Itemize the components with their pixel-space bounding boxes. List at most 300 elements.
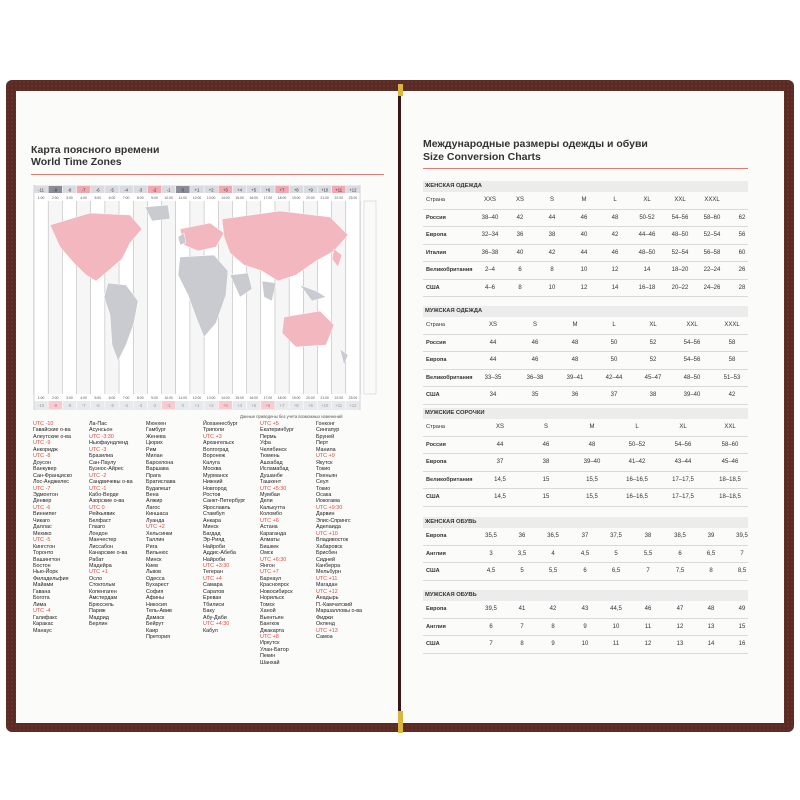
- city-name: Гавайские о-ва: [33, 427, 71, 434]
- size-value-cell: 42: [549, 606, 557, 612]
- size-value-cell: 37,5: [610, 533, 622, 539]
- city-name: Волгоград: [203, 446, 229, 453]
- size-value-cell: 24–26: [703, 284, 721, 291]
- city-name: София: [146, 588, 164, 595]
- size-value-cell: 56: [738, 232, 746, 238]
- size-value-cell: 14: [707, 641, 715, 647]
- city-name: Анадырь: [316, 595, 339, 602]
- utc-offset-label: UTC -5: [33, 537, 51, 544]
- city-name: Львов: [146, 569, 162, 576]
- size-value-cell: 14,5: [494, 494, 506, 500]
- size-value-cell: 62: [738, 214, 746, 221]
- size-value-cell: 6,5: [611, 568, 621, 574]
- city-column-6: [316, 421, 376, 640]
- size-value-cell: 2–4: [484, 267, 495, 273]
- city-name: Барнаул: [260, 575, 282, 582]
- zone-offset-cell: [190, 401, 204, 409]
- zone-offset-cell: [304, 401, 318, 409]
- size-table-row: [423, 528, 748, 546]
- zone-time-label: 6:00: [108, 196, 116, 200]
- size-value-cell: 42: [548, 249, 556, 256]
- size-value-cell: 38,5: [674, 533, 686, 539]
- zone-offset-label: -7: [81, 187, 86, 193]
- city-name: Асунсьон: [89, 427, 113, 434]
- zone-time-label: 14:00: [221, 396, 230, 400]
- size-value-cell: 46: [531, 339, 539, 346]
- size-value-cell: 58–60: [703, 214, 721, 221]
- city-name: Сан-Паулу: [89, 459, 116, 466]
- city-name: Найроби: [203, 556, 225, 563]
- zone-offset-label: -2: [152, 187, 157, 193]
- city-name: Аделаида: [316, 524, 341, 531]
- zone-time-label: 7:00: [122, 396, 130, 400]
- zone-stripe: [147, 201, 161, 394]
- zone-time-label: 23:00: [348, 196, 358, 200]
- size-value-cell: 33–35: [484, 374, 502, 381]
- size-value-cell: 8: [709, 568, 713, 574]
- zone-time-label: 20:00: [306, 396, 315, 400]
- size-value-cell: 42–44: [605, 374, 623, 381]
- size-header-cell: XXL: [686, 322, 698, 328]
- city-name: Аддис-Абеба: [203, 550, 236, 557]
- size-table-row: [423, 387, 748, 405]
- zone-offset-label: +2: [208, 187, 214, 193]
- right-title-en: Size Conversion Charts: [423, 151, 541, 163]
- size-value-cell: 37: [581, 533, 589, 539]
- city-name: Амстердам: [89, 595, 118, 602]
- size-value-cell: 49: [738, 606, 746, 612]
- city-name: Хабаровск: [316, 543, 343, 550]
- zone-offset-cell: [162, 401, 176, 409]
- size-value-cell: 54–56: [683, 357, 701, 363]
- zone-offset-label: -6: [95, 187, 100, 193]
- city-name: Осака: [316, 491, 332, 498]
- size-table: [423, 306, 748, 405]
- country-label: Великобритания: [426, 476, 473, 483]
- city-name: Сан-Франциско: [33, 472, 73, 479]
- city-name: Алматы: [260, 537, 280, 544]
- size-value-cell: 46: [542, 441, 550, 448]
- size-value-cell: 39,5: [736, 533, 748, 539]
- city-name: Ярославль: [203, 504, 231, 511]
- size-value-cell: 16–18: [638, 284, 656, 291]
- size-value-cell: 42: [516, 214, 524, 221]
- city-name: Сеул: [316, 479, 329, 486]
- zone-offset-cell: [148, 401, 162, 409]
- size-value-cell: 38: [548, 232, 556, 238]
- city-name: Богота: [33, 595, 50, 602]
- size-value-cell: 36–38: [526, 374, 544, 381]
- size-value-cell: 15: [542, 494, 550, 500]
- utc-offset-label: UTC -8: [33, 453, 51, 460]
- size-table: [423, 517, 748, 581]
- city-name: Иркутск: [260, 640, 280, 647]
- city-name: Афины: [146, 595, 164, 602]
- size-table-title: ЖЕНСКАЯ ОДЕЖДА: [423, 181, 748, 192]
- city-name: Ханой: [260, 608, 276, 615]
- size-table: [423, 181, 748, 297]
- size-value-cell: 42: [728, 392, 736, 398]
- city-name: Мадрид: [89, 614, 109, 621]
- zone-time-label: 18:00: [277, 396, 287, 400]
- city-name: Пекин: [260, 653, 276, 660]
- city-name: Санкт-Петербург: [203, 498, 246, 505]
- column-header-country: Страна: [426, 197, 446, 203]
- size-value-cell: 6: [518, 267, 522, 273]
- city-name: Женева: [146, 433, 166, 440]
- size-header-cell: XS: [488, 322, 497, 328]
- zone-time-label: 5:00: [94, 196, 102, 200]
- zone-time-label: 21:00: [320, 196, 329, 200]
- size-value-cell: 14: [643, 267, 651, 273]
- size-table-row: [423, 370, 748, 388]
- city-name: Анкоридж: [33, 446, 58, 453]
- size-header-cell: XXL: [724, 424, 736, 430]
- size-table: [423, 590, 748, 654]
- city-name: Мумбаи: [260, 491, 280, 498]
- city-name: Копенгаген: [89, 588, 117, 595]
- zone-offset-label: -3: [138, 187, 143, 193]
- country-label: Великобритания: [426, 374, 473, 381]
- size-table-title: МУЖСКАЯ ОДЕЖДА: [423, 306, 748, 317]
- size-value-cell: 20–22: [671, 284, 689, 291]
- size-header-cell: L: [613, 197, 617, 203]
- size-value-cell: 8: [550, 267, 554, 273]
- city-name: Кабул: [203, 627, 218, 634]
- utc-offset-label: UTC -1: [89, 485, 107, 492]
- size-value-cell: 52–54: [703, 232, 721, 238]
- city-name: Тегеран: [203, 569, 223, 576]
- zone-offset-cell: [119, 401, 133, 409]
- zone-offset-label: +3: [222, 187, 228, 193]
- size-value-cell: 37: [610, 392, 618, 398]
- city-name: Хельсинки: [146, 530, 173, 537]
- city-name: Рабат: [89, 556, 104, 563]
- country-label: США: [426, 568, 440, 574]
- size-value-cell: 56–58: [703, 249, 721, 256]
- size-value-cell: 8: [518, 284, 522, 291]
- size-table-row: [423, 489, 748, 507]
- size-value-cell: 54–56: [674, 441, 692, 448]
- city-name: Маршалловы о-ва: [316, 608, 363, 615]
- country-label: Великобритания: [426, 267, 473, 273]
- size-header-cell: XXS: [483, 197, 496, 203]
- city-name: Алеутские о-ва: [33, 433, 71, 440]
- city-name: Ла-Пас: [89, 421, 107, 427]
- size-value-cell: 28: [738, 284, 746, 291]
- zone-time-label: 2:00: [51, 396, 59, 400]
- city-name: Каракас: [33, 621, 54, 628]
- zone-time-label: 13:00: [206, 396, 216, 400]
- city-name: Сидней: [316, 556, 336, 563]
- city-name: Стамбул: [203, 511, 225, 518]
- right-title-ru: Международные размеры одежды и обуви: [423, 138, 648, 150]
- size-table-row: [423, 546, 748, 564]
- city-name: Братислава: [146, 479, 176, 486]
- zone-offset-label: -9: [53, 187, 58, 193]
- city-name: Ашхабад: [260, 459, 283, 466]
- city-name: Шанхай: [260, 659, 280, 666]
- world-time-zone-map: [30, 185, 386, 410]
- size-value-cell: 10: [548, 284, 556, 291]
- city-name: Тюмень: [260, 453, 280, 460]
- utc-offset-label: UTC +4: [203, 575, 222, 582]
- zone-offset-cell: [134, 401, 148, 409]
- city-name: П.-Камчатский: [316, 601, 353, 608]
- utc-offset-label: UTC -9: [33, 440, 51, 447]
- utc-offset-label: UTC -7: [33, 485, 51, 492]
- size-value-cell: 50-52: [639, 214, 655, 221]
- zone-time-label: 8:00: [136, 196, 144, 200]
- size-header-cell: L: [635, 424, 639, 430]
- size-value-cell: 7: [520, 623, 524, 630]
- city-name: Осло: [89, 575, 103, 582]
- size-value-cell: 10: [581, 641, 589, 647]
- zone-offset-label: 0: [181, 187, 184, 193]
- size-value-cell: 46: [531, 357, 539, 363]
- utc-offset-label: UTC -2: [89, 472, 107, 479]
- size-value-cell: 14: [611, 284, 619, 291]
- size-header-cell: S: [532, 322, 537, 328]
- city-name: Триполи: [203, 427, 224, 434]
- city-name: Лондон: [89, 530, 108, 537]
- size-value-cell: 13: [676, 641, 684, 647]
- size-table-row: [423, 454, 748, 472]
- size-value-cell: 41: [518, 606, 526, 612]
- city-name: Сингапур: [316, 427, 340, 434]
- utc-offset-label: UTC -10: [33, 421, 54, 427]
- size-value-cell: 58: [728, 339, 736, 346]
- utc-offset-label: UTC +9:30: [316, 504, 343, 511]
- utc-offset-label: UTC +2: [146, 524, 165, 531]
- city-name: Норильск: [260, 595, 284, 602]
- zone-time-label: 6:00: [108, 396, 116, 400]
- size-value-cell: 16–16,5: [626, 494, 648, 500]
- size-value-cell: 51–53: [723, 374, 741, 381]
- size-value-cell: 12: [644, 641, 652, 647]
- zone-time-label: 11:00: [178, 396, 187, 400]
- city-name: Москва: [203, 466, 222, 473]
- size-value-cell: 44,5: [610, 606, 622, 612]
- size-header-cell: XL: [649, 322, 657, 328]
- city-name: Токио: [316, 485, 331, 492]
- size-value-cell: 18–18,5: [719, 494, 741, 500]
- size-value-cell: 43: [581, 606, 589, 612]
- city-name: Кабо-Верде: [89, 491, 119, 498]
- city-name: Берлин: [89, 621, 108, 628]
- utc-offset-label: UTC +7: [260, 569, 279, 576]
- size-value-cell: 6,5: [706, 550, 716, 557]
- size-value-cell: 46: [611, 249, 619, 256]
- size-value-cell: 17–17,5: [672, 494, 694, 500]
- size-value-cell: 35,5: [485, 533, 497, 539]
- city-name: Окленд: [316, 621, 335, 628]
- size-value-cell: 18–18,5: [719, 476, 741, 483]
- size-table-row: [423, 352, 748, 370]
- zone-time-label: 22:00: [334, 196, 343, 200]
- zone-offset-cell: [275, 401, 289, 409]
- city-name: Бостон: [33, 562, 51, 569]
- country-label: Италия: [426, 249, 447, 256]
- size-value-cell: 9: [551, 641, 555, 647]
- size-value-cell: 45–47: [644, 374, 662, 381]
- city-name: Канберра: [316, 562, 341, 569]
- city-name: Цюрих: [146, 440, 163, 447]
- city-name: Бруней: [316, 433, 335, 440]
- size-value-cell: 58–60: [721, 441, 739, 448]
- size-value-cell: 15,5: [586, 494, 598, 500]
- zone-time-label: 14:00: [221, 196, 230, 200]
- size-header-cell: S: [549, 197, 554, 203]
- city-name: Бангкок: [260, 621, 280, 628]
- city-name: Минск: [203, 524, 219, 531]
- size-header-cell: XXXL: [724, 322, 740, 328]
- size-header-cell: M: [572, 322, 578, 328]
- zone-offset-label: +12: [349, 187, 357, 193]
- city-name: Гавана: [33, 588, 51, 595]
- city-name: Денвер: [33, 498, 52, 505]
- zone-time-label: 3:00: [66, 396, 73, 400]
- size-value-cell: 42: [611, 232, 619, 238]
- size-value-cell: 60: [738, 249, 746, 256]
- city-name: Мехико: [33, 530, 52, 537]
- size-table-row: [423, 227, 748, 245]
- zone-offset-cell: [332, 401, 346, 409]
- size-value-cell: 6: [678, 550, 682, 557]
- city-name: Мурманск: [203, 472, 228, 479]
- zone-offset-label: -11: [38, 187, 44, 193]
- city-name: Самара: [203, 582, 223, 589]
- size-table-header-row: [423, 192, 748, 210]
- size-value-cell: 3,5: [517, 550, 527, 557]
- city-name: Фиджи: [316, 614, 333, 621]
- country-label: США: [426, 641, 440, 647]
- city-name: Мадейра: [89, 562, 112, 569]
- zone-time-label: 12:00: [192, 196, 202, 200]
- size-table-header-row: [423, 317, 748, 335]
- city-name: Алжир: [146, 498, 163, 505]
- city-name: Прага: [146, 472, 161, 479]
- utc-offset-label: UTC 0: [89, 504, 105, 511]
- size-value-cell: 11: [644, 623, 652, 630]
- city-name: Самоа: [316, 633, 333, 640]
- city-name: Астана: [260, 524, 278, 531]
- city-name: Бишкек: [260, 543, 279, 550]
- city-name: Магадан: [316, 582, 338, 589]
- zone-time-label: 8:00: [136, 396, 144, 400]
- zone-time-label: 2:00: [51, 196, 59, 200]
- size-value-cell: 7,5: [675, 568, 685, 574]
- city-name: Екатеринбург: [260, 427, 294, 434]
- zone-time-label: 3:00: [66, 196, 73, 200]
- city-name: Претория: [146, 633, 171, 640]
- size-value-cell: 37: [496, 459, 504, 465]
- size-table: [423, 408, 748, 507]
- zone-stripe: [346, 201, 360, 394]
- city-name: Вильнюс: [146, 550, 169, 557]
- utc-offset-label: UTC +4:30: [203, 621, 230, 628]
- utc-offset-label: UTC +11: [316, 575, 338, 582]
- city-name: Дели: [260, 498, 273, 505]
- city-column-4: [203, 421, 263, 634]
- zone-time-label: 10:00: [164, 196, 173, 200]
- city-name: Найроби: [203, 543, 225, 550]
- size-value-cell: 12: [611, 267, 619, 273]
- city-name: Томск: [260, 601, 275, 608]
- city-name: Душанбе: [260, 472, 283, 479]
- city-name: Абу-Даби: [203, 614, 227, 621]
- size-table-header-row: [423, 419, 748, 437]
- size-value-cell: 45–46: [721, 459, 739, 465]
- city-name: Вьентьян: [260, 614, 284, 621]
- size-header-cell: M: [589, 424, 595, 430]
- city-name: Луанда: [146, 517, 165, 524]
- city-name: Виннипег: [33, 511, 57, 518]
- size-header-cell: S: [543, 424, 548, 430]
- zone-time-label: 22:00: [334, 396, 343, 400]
- zone-offset-cell: [219, 401, 233, 409]
- size-value-cell: 22–24: [703, 267, 721, 273]
- city-name: Ванкувер: [33, 466, 57, 473]
- city-name: Улан-Батор: [260, 646, 289, 653]
- bookmark-ribbon-top: [398, 84, 403, 96]
- size-value-cell: 40: [516, 249, 524, 256]
- utc-offset-label: UTC +3: [203, 433, 222, 440]
- zone-time-label: 17:00: [263, 196, 273, 200]
- zone-offset-cell: [91, 401, 105, 409]
- country-label: США: [426, 494, 440, 500]
- size-value-cell: 16–16,5: [626, 476, 648, 483]
- zone-offset-label: +5: [251, 187, 257, 193]
- size-table-row: [423, 335, 748, 353]
- country-label: США: [426, 284, 440, 291]
- city-name: Бухарест: [146, 582, 169, 589]
- size-table-row: [423, 437, 748, 455]
- utc-offset-label: UTC +3:30: [203, 562, 230, 569]
- size-table-row: [423, 563, 748, 581]
- column-header-country: Страна: [426, 424, 446, 430]
- city-name: Элис-Спрингс: [316, 517, 351, 524]
- country-label: Европа: [426, 533, 447, 539]
- city-name: Одесса: [146, 575, 165, 582]
- city-name: Манаус: [33, 627, 52, 634]
- country-label: Англия: [426, 550, 446, 557]
- size-value-cell: 48–50: [638, 249, 656, 256]
- size-value-cell: 10: [612, 623, 620, 630]
- zone-time-label: 9:00: [151, 196, 158, 200]
- country-label: Россия: [426, 441, 446, 448]
- date-line-label-box: [364, 201, 376, 394]
- zone-offset-label: +1: [194, 187, 200, 193]
- city-name: Янгон: [260, 562, 275, 569]
- zone-time-label: 16:00: [249, 196, 258, 200]
- size-value-cell: 50–52: [628, 441, 646, 448]
- city-name: Новгород: [203, 485, 227, 492]
- zone-time-label: 18:00: [277, 196, 287, 200]
- utc-offset-label: UTC -3: [89, 446, 107, 453]
- city-name: Ньюфаундленд: [89, 440, 129, 447]
- city-name: Омск: [260, 550, 273, 557]
- size-value-cell: 39–41: [566, 374, 584, 381]
- size-value-cell: 48–50: [671, 232, 689, 238]
- zone-time-label: 19:00: [291, 196, 301, 200]
- utc-offset-label: UTC +6:30: [260, 556, 287, 563]
- city-name: Эдмонтон: [33, 491, 58, 498]
- size-value-cell: 12: [580, 284, 588, 291]
- country-label: Европа: [426, 606, 447, 612]
- zone-time-label: 7:00: [122, 196, 130, 200]
- size-value-cell: 44: [496, 441, 504, 448]
